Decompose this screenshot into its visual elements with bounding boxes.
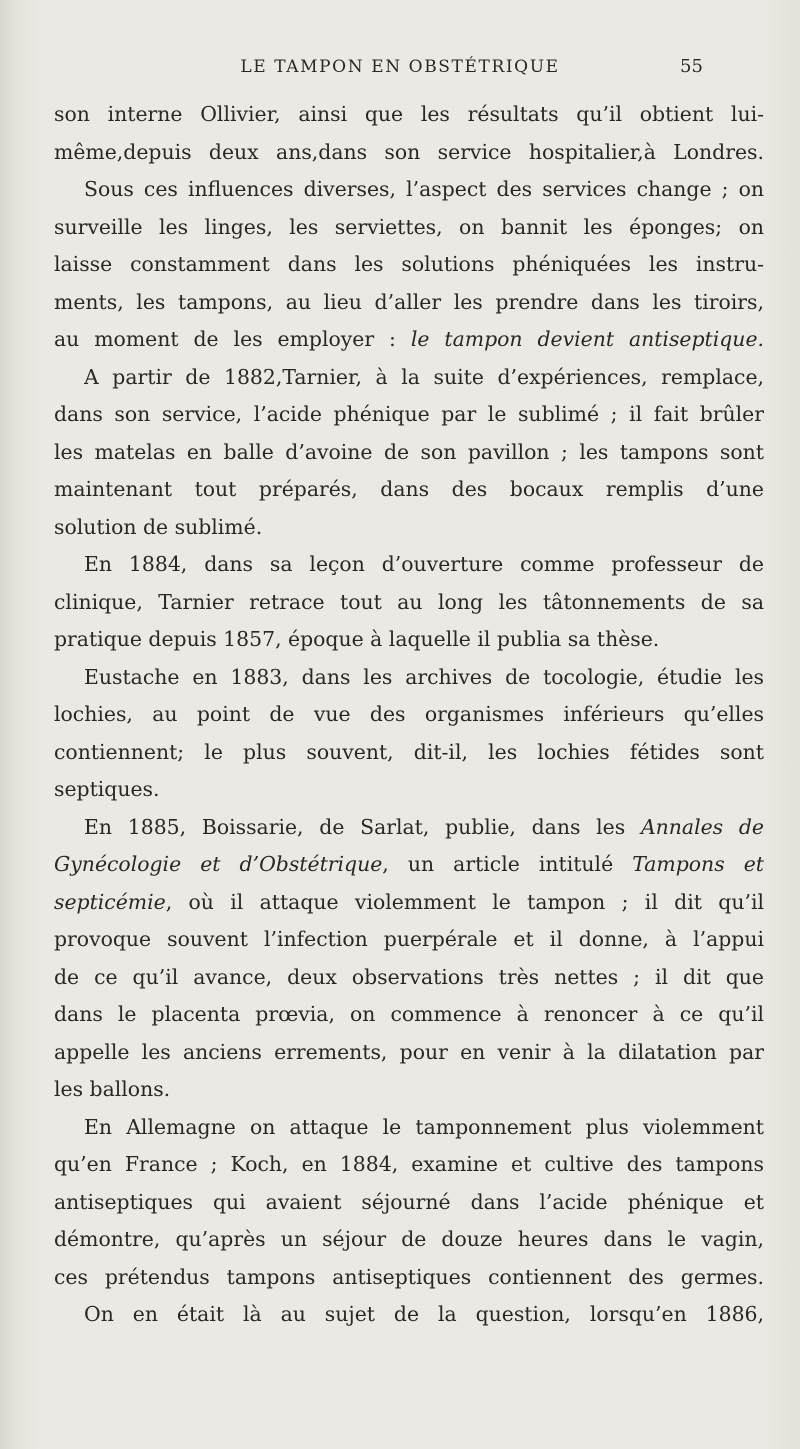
text-line [54, 471, 764, 507]
text-segment: antiseptiques qui avaient séjourné dans l’acide phénique et [54, 1189, 764, 1214]
text-line [54, 959, 764, 995]
italic-text: Annales de [640, 814, 764, 839]
text-line [54, 209, 764, 245]
text-segment: clinique, Tarnier retrace tout au long les tâtonnements de sa [54, 589, 764, 614]
text-segment: les matelas en balle d’avoine de son pavillon ; les tampons sont [54, 439, 764, 464]
text-line [54, 771, 764, 807]
text-segment: même,depuis deux ans,dans son service hospitalier,à Londres. [54, 139, 764, 164]
text-line [54, 696, 764, 732]
text-segment: de ce qu’il avance, deux observations très nettes ; il dit que [54, 964, 764, 989]
text-segment: En Allemagne on attaque le tamponnement plus violemment [84, 1114, 764, 1139]
text-line [54, 509, 764, 545]
text-segment: , où il attaque violemment le tampon ; il dit qu’il [165, 889, 764, 914]
italic-text: le tampon devient antiseptique. [410, 327, 764, 351]
text-segment: En 1884, dans sa leçon d’ouverture comme professeur de [84, 552, 764, 576]
text-line [54, 246, 764, 282]
text-line [54, 284, 764, 320]
text-line [54, 846, 764, 882]
text-segment: démontre, qu’après un séjour de douze heures dans le vagin, [54, 1227, 764, 1251]
text-line [84, 359, 764, 395]
text-segment: pratique depuis 1857, époque à laquelle il publia sa thèse. [54, 627, 660, 651]
text-segment: solution de sublimé. [54, 514, 263, 539]
text-line [54, 434, 764, 470]
text-line [84, 809, 764, 845]
text-line [54, 396, 764, 432]
text-segment: , un article intitulé [382, 852, 633, 876]
text-segment: dans son service, l’acide phénique par le sublimé ; il fait brûler [54, 402, 764, 426]
italic-text: Gynécologie et d’Obstétrique [54, 852, 383, 876]
text-line [54, 1146, 764, 1182]
text-segment: ments, les tampons, au lieu d’aller les prendre dans les tiroirs, [54, 289, 764, 314]
text-line [84, 1109, 764, 1145]
text-segment: maintenant tout préparés, dans des bocaux remplis d’une [54, 477, 764, 501]
italic-text: Tampons et [632, 852, 764, 876]
text-line [54, 1034, 764, 1070]
text-segment: En 1885, Boissarie, de Sarlat, publie, dans les [84, 814, 641, 839]
text-line [54, 96, 764, 132]
text-segment: laisse constamment dans les solutions phéniquées les instru- [54, 252, 764, 276]
text-segment: Eustache en 1883, dans les archives de tocologie, étudie les [84, 664, 764, 689]
text-line [84, 1296, 764, 1332]
text-segment: au moment de les employer : [54, 327, 411, 351]
text-segment: A partir de 1882,Tarnier, à la suite d’expériences, remplace, [84, 364, 764, 389]
text-segment: lochies, au point de vue des organismes inférieurs qu’elles [54, 702, 764, 726]
text-segment: On en était là au sujet de la question, lorsqu’en 1886, [84, 1302, 764, 1326]
page-number: 55 [680, 56, 703, 77]
text-line [84, 659, 764, 695]
text-segment: qu’en France ; Koch, en 1884, examine et cultive des tampons [54, 1152, 764, 1176]
text-line [54, 734, 764, 770]
text-line [54, 1184, 764, 1220]
text-line [54, 1259, 764, 1295]
text-line [54, 884, 764, 920]
running-head [0, 52, 800, 82]
text-segment: septiques. [54, 777, 160, 801]
text-line [54, 1221, 764, 1257]
text-segment: ces prétendus tampons antiseptiques contiennent des germes. [54, 1264, 764, 1289]
text-line [54, 1071, 764, 1107]
text-line [54, 134, 764, 170]
text-segment: dans le placenta prœvia, on commence à renoncer à ce qu’il [54, 1002, 764, 1026]
text-line [54, 621, 764, 657]
text-line [54, 921, 764, 957]
text-segment: contiennent; le plus souvent, dit-il, les lochies fétides sont [54, 739, 764, 764]
text-line [84, 546, 764, 582]
text-segment: surveille les linges, les serviettes, on bannit les éponges; on [54, 214, 764, 239]
text-segment: les ballons. [54, 1077, 171, 1101]
text-segment: provoque souvent l’infection puerpérale et il donne, à l’appui [54, 927, 764, 951]
italic-text: septicémie [54, 889, 166, 914]
text-segment: son interne Ollivier, ainsi que les résultats qu’il obtient lui- [54, 102, 764, 126]
text-line [54, 996, 764, 1032]
text-line [54, 584, 764, 620]
running-head-title: LE TAMPON EN OBSTÉTRIQUE [240, 57, 560, 77]
text-line [84, 171, 764, 207]
text-segment: Sous ces influences diverses, l’aspect des services change ; on [84, 177, 764, 201]
text-line [54, 321, 764, 357]
text-segment: appelle les anciens errements, pour en venir à la dilatation par [54, 1039, 764, 1064]
